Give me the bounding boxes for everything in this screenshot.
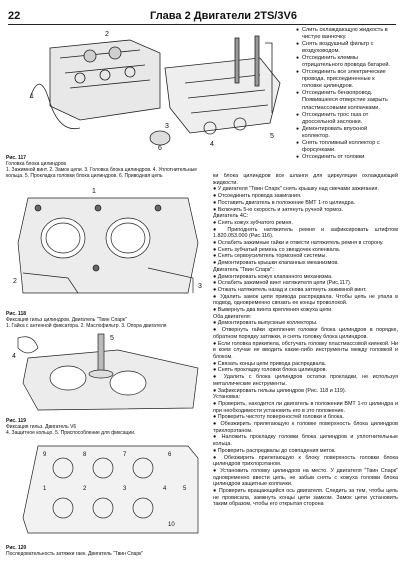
figure-120-label: Рис. 120 <box>6 545 27 551</box>
list-item: ● Отсоединить трос газа от дроссельной заслонки. <box>296 111 369 125</box>
body-paragraph: ● Проверить, находится ли двигатель в положении ВМТ 1-го цилиндра и при необходимости установить его в это положение. <box>213 400 398 414</box>
callout-10: 10 <box>168 522 175 528</box>
callout-4: 4 <box>12 353 16 360</box>
figure-119-label: Рис. 119 <box>6 418 27 424</box>
body-paragraph: Оба двигателя: <box>213 313 252 320</box>
body-paragraph: ● Удалить с блока цилиндров остатки прокладки, не используя металлические инструменты. <box>213 374 398 387</box>
figure-119-caption <box>6 418 211 436</box>
callout-1: 1 <box>43 486 47 492</box>
body-paragraph: ● Ослабить зажимной винт натяжителя цепи (Рис.117). <box>213 280 352 287</box>
figure-118-title: Фиксация гильз цилиндров. Двигатель "Твин Спарк" <box>6 317 127 323</box>
figure-120-title: Последовательность затяжки гаек. Двигатель "Твин Спарк" <box>6 551 144 557</box>
body-paragraph: ● Снять сервоусилитель тормозной системы. <box>213 253 327 260</box>
body-paragraph: Двигатель "Твин Спарк": <box>213 266 274 273</box>
body-paragraph: ● У двигателя "Твин Спарк" снять крышку над свечами зажигания. <box>213 186 379 193</box>
callout-3: 3 <box>165 123 169 130</box>
callout-3: 3 <box>123 486 127 492</box>
body-paragraph: ● Демонтировать крышки клапанных механизмов. <box>213 260 339 267</box>
figure-119-liner-fixation-v6 <box>8 328 208 416</box>
body-paragraph: ● Снять кожух зубчатого ремня. <box>213 219 293 226</box>
page-number: 22 <box>8 10 21 22</box>
body-paragraph: ● Обезжирить прилегающую к головке поверхность блока цилиндров трихлорэтаном. <box>213 421 398 434</box>
body-paragraph: ● Наложить прокладку головки блока цилиндров и уплотнительные кольца. <box>213 434 398 448</box>
callout-2: 2 <box>83 486 87 492</box>
figure-118-cylinder-liners <box>8 183 208 309</box>
body-paragraph: ● Приподнять натяжитель ремня и зафиксировать штифтом 1.820.053.000 (Рис.116). <box>213 226 398 240</box>
callout-5: 5 <box>110 335 114 342</box>
body-paragraph: Установка: <box>213 394 240 401</box>
callout-2: 2 <box>13 278 17 285</box>
callout-4: 4 <box>163 486 167 492</box>
figure-118-label: Рис. 118 <box>6 311 27 317</box>
callout-1: 1 <box>30 93 34 100</box>
list-item: ● Снять топливный коллектор с форсунками. <box>296 139 380 153</box>
body-paragraph: ● Включить 5-ю скорость и затянуть ручной тормоз. <box>213 206 343 213</box>
body-paragraph: ● Обезжирить прилегающую к блоку поверхность головки блока цилиндров трихлорэтаном. <box>213 454 398 468</box>
callout-9: 9 <box>43 452 47 458</box>
figure-120-caption <box>6 545 211 557</box>
body-paragraph: ● Снять зубчатый ремень со звездочек коленвала. <box>213 246 341 253</box>
body-paragraph: Двигатель 4С: <box>213 213 249 220</box>
body-paragraph: ● Проверить чистоту поверхностей головки и блока. <box>213 414 344 421</box>
body-paragraph: ● Поставить двигатель в положение ВМТ 1-го цилиндра. <box>213 199 356 206</box>
figure-118-legend: 1. Гайка с антенной фиксатора. 2. Маслофильтр. 3. Опора двигателя <box>6 323 167 329</box>
body-paragraph: ● Если головка прикипела, обстучать головку пластмассовой киянкой. Ни в коем случае не вводить какие-либо инструменты между головкой и блоком. <box>213 340 398 360</box>
list-item: ● Демонтировать впускной коллектор. <box>296 125 368 139</box>
figure-120-tightening-sequence <box>8 438 208 542</box>
callout-6: 6 <box>158 145 162 152</box>
list-item: ● Отсоединить все электрические провода, присоединенные к головке цилиндров. <box>296 69 386 90</box>
body-paragraph: ● Зафиксировать гильзы цилиндров (Рис. 118 и 119). <box>213 387 347 394</box>
list-item: ● Снять воздушный фильтр с воздуховодом. <box>296 41 374 55</box>
list-item: ● Слить охлаждающую жидкость в чистую ванночку. <box>296 27 388 41</box>
list-item: ● Отсоединить клеммы отрицательного провода батарей. <box>296 55 391 69</box>
body-paragraph: ● Ослабить зажимные гайки и отвести натяжитель ремня в сторону. <box>213 240 384 247</box>
body-paragraph: ● Отсоединить провода зажигания. <box>213 193 302 200</box>
list-item: ● Отсоединить бензопровод. Появившееся отверстие закрыть пластмассовыми колпачками. <box>296 90 388 111</box>
body-paragraph: ● Демонтировать выпускные коллекторы. <box>213 320 318 327</box>
body-paragraph: ● Проверить распредвалы до совпадения меток. <box>213 447 336 454</box>
body-paragraph: ● Удалить замок цепи привода распредвала. Чтобы цепь не упала в подвод, одновременно связать ее концы проволокой. <box>213 293 398 307</box>
callout-1: 1 <box>92 188 96 195</box>
body-paragraph: ● Демонтировать кожух клапанного механизма. <box>213 273 333 280</box>
figure-117-caption <box>6 155 211 179</box>
figure-117-label: Рис. 117 <box>6 155 27 161</box>
figure-117-title: Головка блока цилиндров <box>6 161 67 167</box>
figure-119-title: Фиксация гильз. Двигатель V6 <box>6 424 77 430</box>
callout-6: 6 <box>168 452 172 458</box>
figure-119-legend: 4. Защитное кольцо. 5. Приспособление для фиксации. <box>6 430 136 436</box>
body-text-column <box>213 173 398 565</box>
callout-7: 7 <box>123 452 127 458</box>
callout-3: 3 <box>198 283 202 290</box>
body-paragraph: ● Отжать натяжитель назад и снова затянуть зажимной винт. <box>213 286 367 293</box>
body-paragraph: ● Отвернуть гайки крепления головки блока цилиндров в порядке, обратном порядку затяжки, и снять головку блока цилиндров. <box>213 327 398 340</box>
figure-117-engine-head <box>10 28 290 153</box>
body-paragraph: ● Установить головку цилиндров на место. У двигателя "Твин Спарк" одновременно ввести цепь, не забыв снять с кожуха головки блока цилиндров защитные колпачки. <box>213 467 398 488</box>
figure-118-caption <box>6 311 211 329</box>
callout-4: 4 <box>210 141 214 148</box>
body-paragraph: ● Снять прокладку головки блока цилиндров. <box>213 367 327 374</box>
body-paragraph: ● Вывернуть два винта крепления кожуха цепи. <box>213 307 333 314</box>
callout-5: 5 <box>183 486 187 492</box>
callout-5: 5 <box>270 133 274 140</box>
header-rule <box>8 24 396 25</box>
chapter-title: Глава 2 Двигатели 2TS/3V6 <box>150 10 297 22</box>
body-paragraph: ● Проверить вращающийся ось двигателя. Следить за тем, чтобы цепь не провисала, замкнуть концы цепи замком. Замок цепи установить таким образом, чтобы его открытая сторона <box>213 488 398 508</box>
callout-2: 2 <box>105 31 109 38</box>
callout-8: 8 <box>83 452 87 458</box>
body-paragraph: ● Связать концы цепи привода распредвала. <box>213 360 327 367</box>
right-column-list <box>296 27 396 161</box>
list-item: ● Отсоединить от головки <box>296 153 365 160</box>
body-paragraph: ки блока цилиндров все шланги для циркуляции охлаждающей жидкости. <box>213 173 398 186</box>
figure-117-legend: 1. Зажимной винт. 2. Замок цепи. 3. Головка блока цилиндров. 4. Уплотнительные кольца. 5. Прокладка головки блока цилиндров. 6. Приводная цепь <box>6 167 198 179</box>
